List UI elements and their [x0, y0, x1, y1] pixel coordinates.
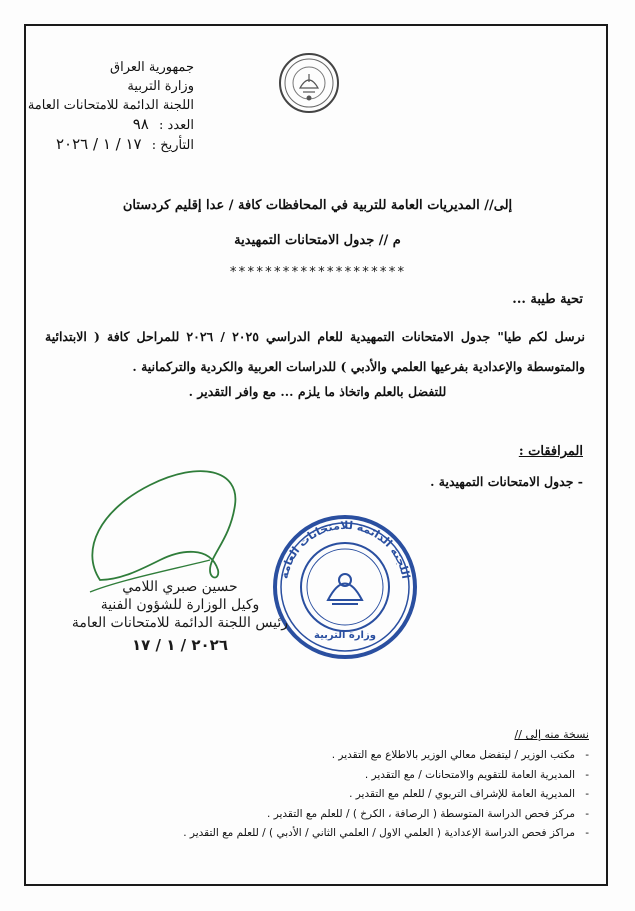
greeting: تحية طيبة ... — [512, 292, 583, 307]
ministry-name: وزارة التربية — [127, 79, 194, 94]
list-item: -مراكز فحص الدراسة الإعدادية ( العلمي الاول / العلمي الثاني / الأدبي ) / للعلم مع التقدير . — [183, 827, 589, 839]
number-value: ٩٨ — [132, 115, 149, 133]
addressee-line: إلى// المديريات العامة للتربية في المحافظات كافة / عدا إقليم كردستان — [122, 198, 513, 213]
ministry-emblem-icon — [278, 52, 340, 114]
attachment-item: - جدول الامتحانات التمهيدية . — [430, 474, 583, 489]
copies-list — [69, 746, 589, 844]
svg-text:اللجنة الدائمة للامتحانات العا: اللجنة الدائمة للامتحانات العامة — [277, 518, 413, 580]
copies-title: نسخة منه إلى // — [514, 728, 589, 741]
reference-number — [28, 115, 194, 135]
svg-text:وزارة التربية: وزارة التربية — [314, 630, 376, 641]
separator: ******************** — [229, 265, 406, 280]
signature-date: ٢٠٢٦ / ١ / ١٧ — [132, 636, 228, 654]
reference-date — [28, 135, 194, 155]
republic-name: جمهورية العراق — [110, 60, 194, 75]
signatory-name: حسين صبري اللامي — [122, 579, 238, 595]
subject-line: م // جدول الامتحانات التمهيدية — [234, 233, 401, 248]
signatory-block — [65, 578, 295, 654]
list-item: -مركز فحص الدراسة المتوسطة ( الرصافة ، الكرخ ) / للعلم مع التقدير . — [267, 807, 589, 820]
signatory-position: رئيس اللجنة الدائمة للامتحانات العامة — [71, 615, 289, 631]
date-label: التأريخ : — [151, 138, 194, 153]
closing-line: للتفضل بالعلم واتخاذ ما يلزم ... مع وافر التقدير . — [188, 384, 447, 399]
list-item: -المديرية العامة للإشراف التربوي / للعلم مع التقدير . — [349, 788, 589, 800]
list-item: -مكتب الوزير / ليتفضل معالي الوزير بالاطلاع مع التقدير . — [331, 749, 589, 761]
attachments-title: المرافقات : — [518, 444, 583, 459]
letterhead — [28, 58, 194, 155]
date-value: ١٧ / ١ / ٢٠٢٦ — [55, 135, 142, 153]
number-label: العدد : — [159, 118, 194, 133]
list-item: -المديرية العامة للتقويم والامتحانات / مع التقدير . — [364, 768, 589, 781]
signatory-title: وكيل الوزارة للشؤون الفنية — [100, 597, 260, 613]
committee-name: اللجنة الدائمة للامتحانات العامة — [27, 98, 194, 113]
body-paragraph: نرسل لكم طيا" جدول الامتحانات التمهيدية للعام الدراسي ٢٠٢٥ / ٢٠٢٦ للمراحل كافة ( الابتدائية والمتوسطة والإعدادية بفرعيها العلمي والأدبي ) للدراسات العربية والكردية والتركمانية . — [45, 329, 585, 374]
handwritten-signature — [60, 430, 260, 600]
